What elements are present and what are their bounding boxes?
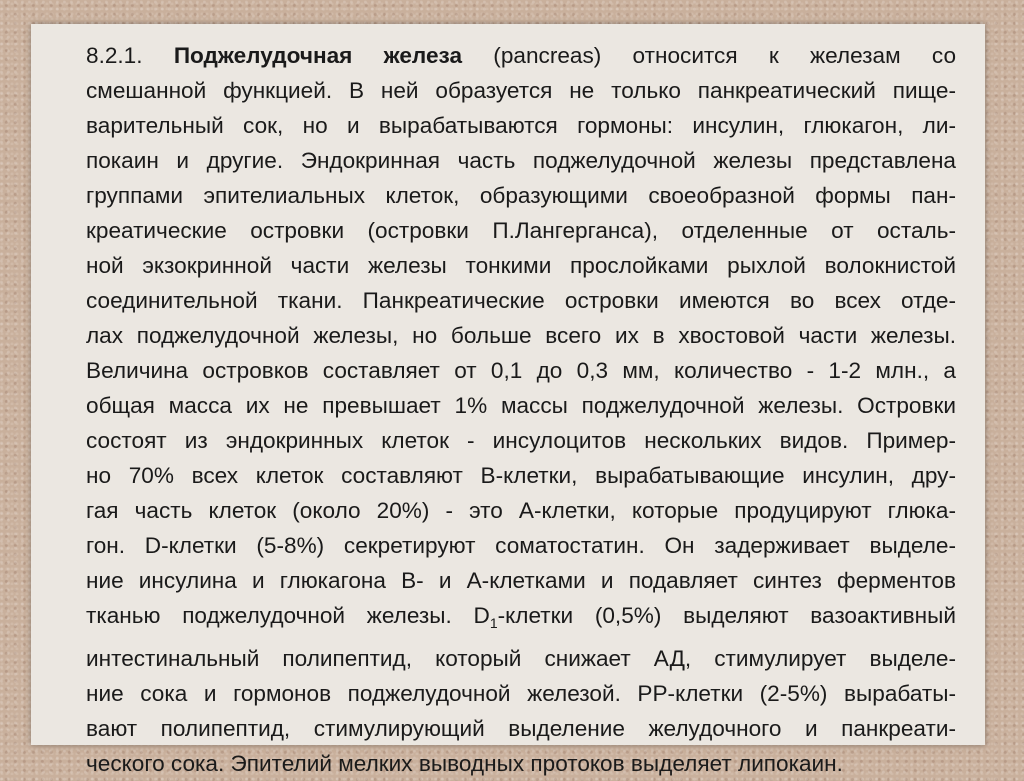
text-line: группами эпителиальных клеток, образующими своеобразной формы пан- (86, 183, 956, 208)
text-line: ческого сока. Эпителий мелких выводных протоков выделяет липокаин. (86, 751, 843, 776)
text-line: Величина островков составляет от 0,1 до 0,3 мм, количество - 1-2 млн., а (86, 358, 956, 383)
text-line: покаин и другие. Эндокринная часть поджелудочной железы представлена (86, 148, 956, 173)
text-line-content: тканью поджелудочной железы. D (86, 603, 490, 628)
text-line: варительный сок, но и вырабатываются гормоны: инсулин, глюкагон, ли- (86, 113, 956, 138)
text-line: вают полипептид, стимулирующий выделение желудочного и панкреати- (86, 716, 956, 741)
text-line (86, 38, 956, 73)
text-line: общая масса их не превышает 1% массы поджелудочной железы. Островки (86, 393, 956, 418)
text-line: гон. D-клетки (5-8%) секретируют соматостатин. Он задерживает выделе- (86, 533, 956, 558)
heading-term: Поджелудочная железа (173, 43, 463, 68)
text-line-content: (pancreas) относится к железам со (493, 43, 957, 68)
text-line (86, 598, 956, 641)
text-line: но 70% всех клеток составляют B-клетки, вырабатывающие инсулин, дру- (86, 463, 956, 488)
text-line: смешанной функцией. В ней образуется не только панкреатический пище- (86, 78, 956, 103)
text-line: ной экзокринной части железы тонкими прослойками рыхлой волокнистой (86, 253, 956, 278)
text-line-content: -клетки (0,5%) выделяют вазоактивный (497, 603, 957, 628)
subscript: 1 (489, 615, 498, 631)
text-line: соединительной ткани. Панкреатические островки имеются во всех отде- (86, 288, 956, 313)
paragraph (86, 38, 956, 781)
text-line: гая часть клеток (около 20%) - это A-клетки, которые продуцируют глюка- (86, 498, 956, 523)
text-line: ние сока и гормонов поджелудочной железой. PP-клетки (2-5%) вырабаты- (86, 681, 956, 706)
text-line: состоят из эндокринных клеток - инсулоцитов нескольких видов. Пример- (86, 428, 956, 453)
text-line: креатические островки (островки П.Лангерганса), отделенные от осталь- (86, 218, 956, 243)
text-line: интестинальный полипептид, который снижает АД, стимулирует выделе- (86, 646, 956, 671)
heading-number: 8.2.1. (86, 43, 143, 68)
text-line: лах поджелудочной железы, но больше всего их в хвостовой части железы. (86, 323, 956, 348)
text-line: ние инсулина и глюкагона B- и A-клетками и подавляет синтез ферментов (86, 568, 956, 593)
document-page (31, 24, 985, 776)
